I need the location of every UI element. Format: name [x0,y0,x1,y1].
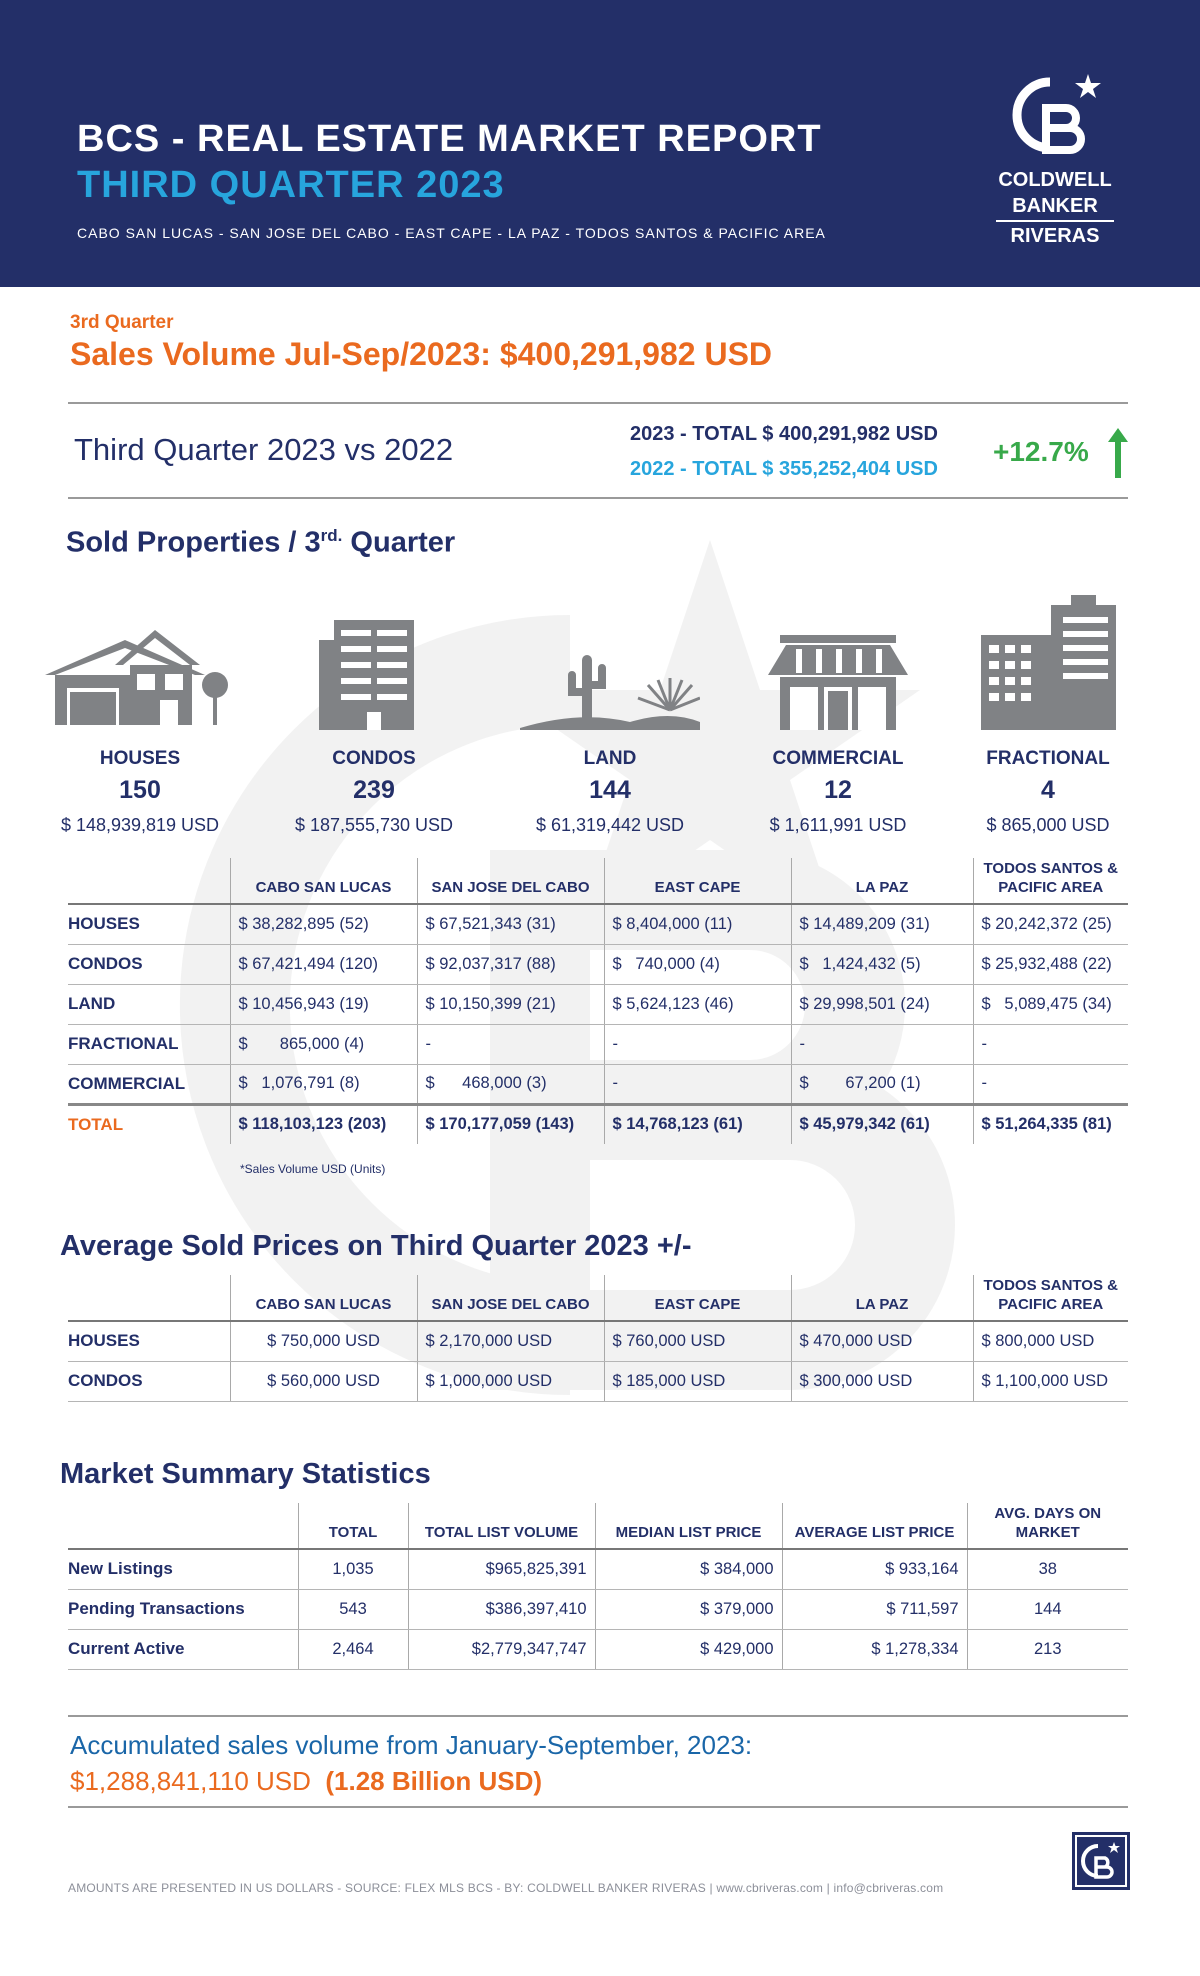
cactus-land-icon [520,640,700,730]
report-areas: CABO SAN LUCAS - SAN JOSE DEL CABO - EAST CAPE - LA PAZ - TODOS SANTOS & PACIFIC AREA [77,225,826,241]
table-cell: $ 1,000,000 USD [417,1361,604,1401]
category-condos [254,620,494,836]
column-header: LA PAZ [791,1275,973,1321]
table-cell: $ 38,282,895 (52) [230,904,417,944]
table-cell: $ 933,164 [782,1549,967,1589]
table-row [68,1361,1128,1401]
table-cell: $ 25,932,488 (22) [973,944,1128,984]
category-value: $ 1,611,991 USD [769,815,907,835]
table-cell: $ 10,456,943 (19) [230,984,417,1024]
table-cell: $ 740,000 (4) [604,944,791,984]
row-label: TOTAL [68,1104,230,1144]
accumulated-value: $1,288,841,110 USD (1.28 Billion USD) [70,1766,543,1796]
table-cell: 144 [967,1589,1128,1629]
category-commercial [718,620,958,836]
row-label: HOUSES [68,904,230,944]
table-cell: $ 170,177,059 (143) [417,1104,604,1144]
category-value: $ 61,319,442 USD [535,815,685,835]
divider [68,402,1128,404]
cb-footer-logo [1072,1832,1130,1890]
row-label: COMMERCIAL [68,1064,230,1104]
average-prices-title: Average Sold Prices on Third Quarter 2023 +/- [60,1230,692,1262]
arrow-up-icon [1108,428,1128,478]
table-cell: $965,825,391 [408,1549,595,1589]
table-cell: $ 185,000 USD [604,1361,791,1401]
column-header: TODOS SANTOS & PACIFIC AREA [973,858,1128,904]
table-cell: $ 118,103,123 (203) [230,1104,417,1144]
row-label: CONDOS [68,944,230,984]
category-value: $ 148,939,819 USD [60,815,220,835]
row-label: Pending Transactions [68,1589,298,1629]
table-cell: $ 51,264,335 (81) [973,1104,1128,1144]
table-cell: $ 92,037,317 (88) [417,944,604,984]
category-name: HOUSES [99,748,181,769]
table-row [68,1629,1128,1669]
table-row [68,944,1128,984]
table-cell: $ 8,404,000 (11) [604,904,791,944]
table-cell: $ 1,424,432 (5) [791,944,973,984]
table-cell: $ 5,089,475 (34) [973,984,1128,1024]
house-icon [45,630,235,730]
table-cell: $ 45,979,342 (61) [791,1104,973,1144]
column-header: CABO SAN LUCAS [230,858,417,904]
average-prices-table [68,1275,1128,1402]
logo-line-1: COLDWELL [998,169,1112,191]
comparison-title: Third Quarter 2023 vs 2022 [74,432,454,467]
divider [68,1806,1128,1808]
table-cell: 543 [298,1589,408,1629]
table-row [68,984,1128,1024]
category-name: FRACTIONAL [986,748,1110,769]
row-label: CONDOS [68,1361,230,1401]
row-label: HOUSES [68,1321,230,1361]
table-row [68,1064,1128,1104]
table-cell: - [417,1024,604,1064]
category-houses [20,620,260,836]
column-header: EAST CAPE [604,1275,791,1321]
column-header: CABO SAN LUCAS [230,1275,417,1321]
table-cell: $ 300,000 USD [791,1361,973,1401]
total-row [68,1104,1128,1144]
category-count: 144 [589,776,631,804]
table-cell: $ 14,489,209 (31) [791,904,973,944]
table-cell: $ 67,521,343 (31) [417,904,604,944]
table-cell: $ 429,000 [595,1629,782,1669]
column-header: EAST CAPE [604,858,791,904]
column-header: SAN JOSE DEL CABO [417,858,604,904]
table-cell: $ 67,200 (1) [791,1064,973,1104]
column-header: TODOS SANTOS & PACIFIC AREA [973,1275,1128,1321]
column-header: MEDIAN LIST PRICE [595,1503,782,1549]
logo-line-2: BANKER [1012,195,1098,217]
row-label: FRACTIONAL [68,1024,230,1064]
sales-by-area-table [68,858,1128,1144]
table-cell: $ 865,000 (4) [230,1024,417,1064]
row-label: Current Active [68,1629,298,1669]
market-summary-title: Market Summary Statistics [60,1458,431,1490]
table-cell: $ 384,000 [595,1549,782,1589]
total-2023: 2023 - TOTAL $ 400,291,982 USD [630,423,938,445]
table-cell: - [604,1064,791,1104]
report-subtitle: THIRD QUARTER 2023 [77,164,505,206]
accumulated-label: Accumulated sales volume from January-September, 2023: [70,1730,753,1760]
footer-text: AMOUNTS ARE PRESENTED IN US DOLLARS - SOURCE: FLEX MLS BCS - BY: COLDWELL BANKER RIVERAS | www.cbriveras.com | info@cbriveras.com [68,1881,944,1895]
table-cell: $ 1,278,334 [782,1629,967,1669]
table-cell: $2,779,347,747 [408,1629,595,1669]
table-cell: $ 2,170,000 USD [417,1321,604,1361]
table-cell: $ 1,076,791 (8) [230,1064,417,1104]
sold-properties-title: Sold Properties / $3^{rd.}$ Quarter [66,526,456,559]
table-cell: 2,464 [298,1629,408,1669]
office-buildings-icon [981,595,1116,730]
row-label: LAND [68,984,230,1024]
cb-monogram-icon [1074,1834,1128,1888]
table-cell: $ 468,000 (3) [417,1064,604,1104]
condo-building-icon [319,620,429,730]
category-count: 150 [119,776,161,804]
table-cell: $ 760,000 USD [604,1321,791,1361]
category-count: 4 [1041,776,1055,804]
divider [68,497,1128,499]
category-name: LAND [583,748,637,769]
table-cell: $ 10,150,399 (21) [417,984,604,1024]
table-cell: $ 1,100,000 USD [973,1361,1128,1401]
column-header: SAN JOSE DEL CABO [417,1275,604,1321]
sales-volume-headline: Sales Volume Jul-Sep/2023: $400,291,982 USD [70,336,773,372]
table-cell: $ 14,768,123 (61) [604,1104,791,1144]
table-cell: 38 [967,1549,1128,1589]
table-note: *Sales Volume USD (Units) [240,1162,386,1176]
column-header: TOTAL LIST VOLUME [408,1503,595,1549]
table-row [68,904,1128,944]
category-land [490,620,730,836]
logo-line-3: RIVERAS [1010,225,1100,247]
table-cell: $ 711,597 [782,1589,967,1629]
table-cell: 1,035 [298,1549,408,1589]
total-2022: 2022 - TOTAL $ 355,252,404 USD [630,458,938,480]
accumulated-value-short: (1.28 Billion USD) [325,1766,543,1796]
category-fractional [928,585,1168,836]
column-header: AVERAGE LIST PRICE [782,1503,967,1549]
column-header: TOTAL [298,1503,408,1549]
table-cell: $386,397,410 [408,1589,595,1629]
table-cell: $ 800,000 USD [973,1321,1128,1361]
category-count: 12 [824,776,852,804]
category-name: COMMERCIAL [772,748,904,769]
table-cell: $ 29,998,501 (24) [791,984,973,1024]
table-row [68,1549,1128,1589]
table-cell: $ 470,000 USD [791,1321,973,1361]
storefront-icon [768,635,908,730]
table-row [68,1321,1128,1361]
table-cell: - [791,1024,973,1064]
table-cell: $ 560,000 USD [230,1361,417,1401]
market-summary-table [68,1503,1128,1670]
table-row [68,1024,1128,1064]
table-cell: 213 [967,1629,1128,1669]
change-percent: +12.7% [993,436,1089,467]
category-count: 239 [353,776,395,804]
report-header [0,0,1200,287]
divider [68,1715,1128,1717]
column-header: AVG. DAYS ON MARKET [967,1503,1128,1549]
category-value: $ 187,555,730 USD [294,815,454,835]
table-cell: $ 5,624,123 (46) [604,984,791,1024]
table-cell: - [973,1024,1128,1064]
report-title: BCS - REAL ESTATE MARKET REPORT [77,118,822,160]
cb-monogram-icon [1000,70,1110,160]
quarter-label: 3rd Quarter [70,312,174,333]
category-name: CONDOS [332,748,416,769]
table-cell: $ 750,000 USD [230,1321,417,1361]
coldwell-banker-logo [960,70,1150,250]
category-value: $ 865,000 USD [986,815,1110,835]
table-cell: - [973,1064,1128,1104]
table-cell: $ 379,000 [595,1589,782,1629]
table-row [68,1589,1128,1629]
table-cell: $ 67,421,494 (120) [230,944,417,984]
row-label: New Listings [68,1549,298,1589]
table-cell: - [604,1024,791,1064]
table-cell: $ 20,242,372 (25) [973,904,1128,944]
column-header: LA PAZ [791,858,973,904]
